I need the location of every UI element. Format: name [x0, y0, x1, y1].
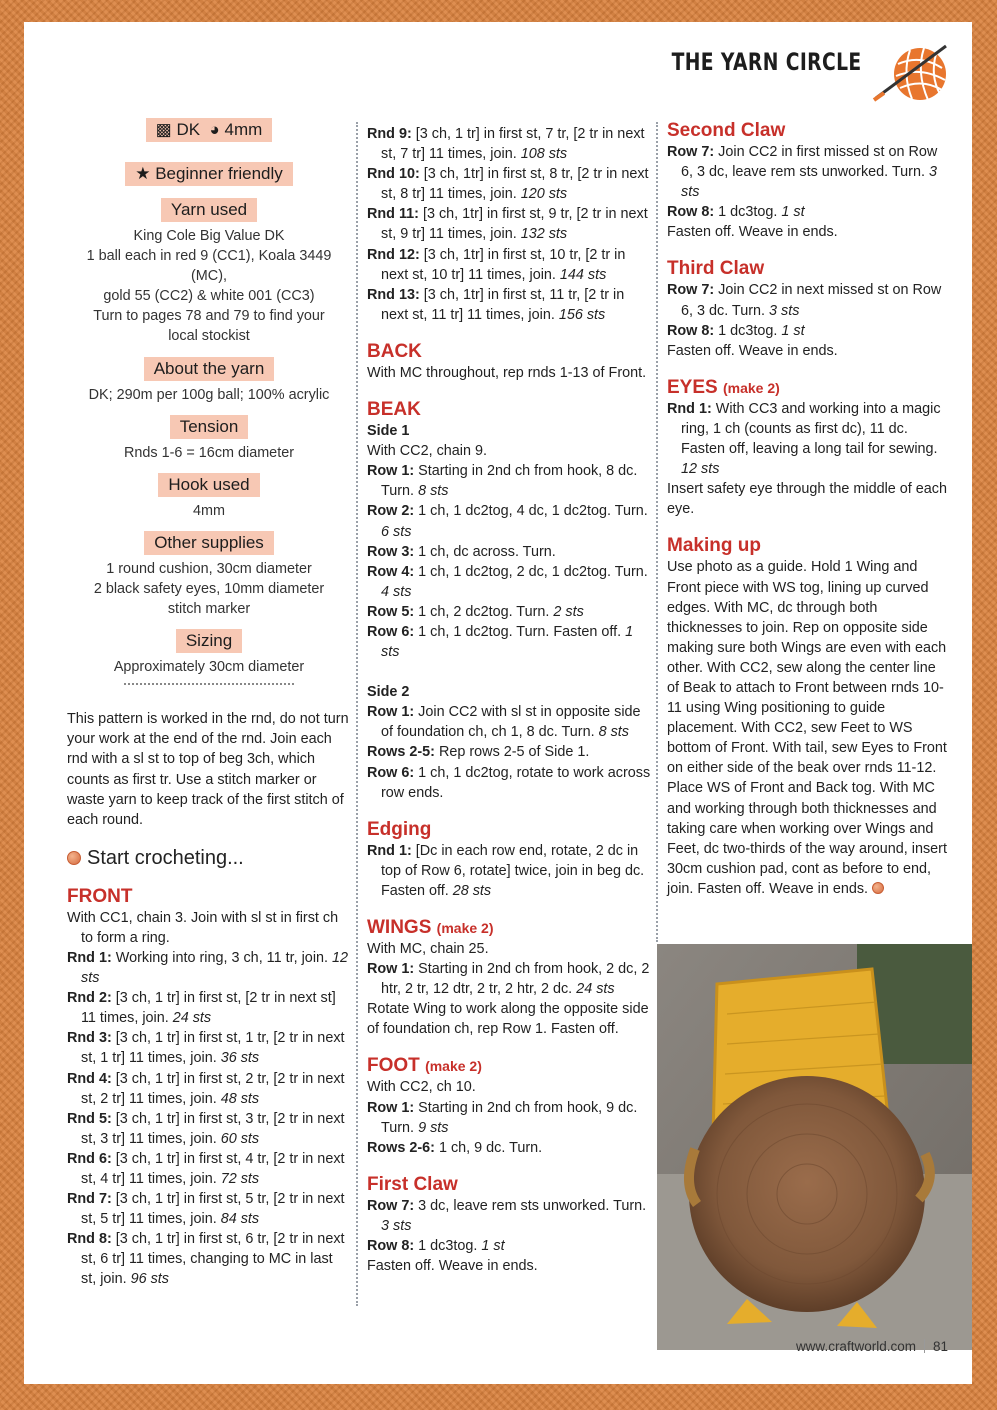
instruction-row: Rnd 9: [3 ch, 1 tr] in first st, 7 tr, [2 tr in next st, 7 tr] 11 times, join. 108 sts — [367, 126, 645, 163]
instruction-row: Rnd 7: [3 ch, 1 tr] in first st, 5 tr, [2 tr in next st, 5 tr] 11 times, join. 84 sts — [67, 1191, 345, 1228]
tension-heading: Tension — [170, 415, 249, 439]
supplies-line: 2 black safety eyes, 10mm diameter — [93, 580, 325, 597]
divider-dots — [124, 683, 294, 685]
yarn-used-line: gold 55 (CC2) & white 001 (CC3) — [103, 288, 315, 305]
instruction-row: Row 1: Starting in 2nd ch from hook, 8 dc. Turn. 8 sts — [367, 463, 638, 500]
instruction-row: Row 4: 1 ch, 1 dc2tog, 2 dc, 1 dc2tog. Turn. 4 sts — [367, 563, 648, 600]
back-text: With MC throughout, rep rnds 1-13 of Front. — [367, 364, 647, 381]
instruction-row: Row 7: Join CC2 in first missed st on Row 6, 3 dc, leave rem sts unworked. Turn. 3 sts — [667, 144, 938, 201]
instruction-line: Fasten off. Weave in ends. — [667, 224, 838, 241]
about-yarn-text: DK; 290m per 100g ball; 100% acrylic — [88, 386, 330, 403]
hook-used-text: 4mm — [193, 502, 225, 519]
foot-heading: FOOT (make 2) — [367, 1055, 482, 1077]
instruction-line: With CC2, ch 10. — [367, 1079, 476, 1096]
instruction-row: Rnd 8: [3 ch, 1 tr] in first st, 6 tr, [2 tr in next st, 6 tr] 11 times, changing to MC in last st, join. 96 sts — [67, 1231, 345, 1288]
instruction-row: Rows 2-5: Rep rows 2-5 of Side 1. — [367, 744, 590, 761]
beak-side2-heading: Side 2 — [367, 684, 410, 701]
instruction-line: With MC, chain 25. — [367, 941, 489, 957]
front-continued — [367, 124, 652, 325]
instruction-row: Rnd 4: [3 ch, 1 tr] in first st, 2 tr, [2 tr in next st, 2 tr] 11 times, join. 48 sts — [67, 1070, 345, 1107]
start-heading — [67, 846, 351, 870]
about-yarn-heading: About the yarn — [144, 357, 275, 381]
column-2 — [367, 124, 652, 1276]
info-panel — [67, 118, 351, 685]
instruction-line: Insert safety eye through the middle of each eye. — [667, 481, 947, 518]
instruction-line: With CC2, chain 9. — [367, 443, 487, 460]
beak-heading: BEAK — [367, 399, 421, 421]
instruction-row: Row 7: Join CC2 in next missed st on Row 6, 3 dc. Turn. 3 sts — [667, 282, 942, 319]
instruction-row: Row 1: Join CC2 with sl st in opposite side of foundation ch, ch 1, 8 dc. Turn. 8 sts — [367, 704, 641, 741]
first-claw-heading: First Claw — [367, 1173, 458, 1195]
magazine-page — [24, 22, 972, 1384]
intro-paragraph: This pattern is worked in the rnd, do not turn your work at the end of the rnd. Join each rnd with a sl st to top of beg 3ch, which counts as first tr. Use a stitch marker or waste yarn to keep track of the first stitch of each round. — [67, 711, 349, 828]
level-label: Beginner friendly — [155, 164, 283, 183]
instruction-row: Rnd 2: [3 ch, 1 tr] in first st, [2 tr in next st] 11 times, join. 24 sts — [67, 990, 336, 1027]
third-claw-heading: Third Claw — [667, 258, 765, 280]
footer-separator — [924, 1339, 925, 1353]
edging-heading: Edging — [367, 818, 432, 840]
yarn-ball-logo-icon — [872, 42, 954, 104]
instruction-row: Rnd 5: [3 ch, 1 tr] in first st, 3 tr, [2 tr in next st, 3 tr] 11 times, join. 60 sts — [67, 1110, 345, 1147]
instruction-row: Rnd 13: [3 ch, 1tr] in first st, 11 tr, [2 tr in next st, 11 tr] 11 times, join. 156 sts — [367, 286, 625, 323]
yarn-used-line: King Cole Big Value DK — [133, 228, 285, 244]
page-number: 81 — [932, 1339, 948, 1354]
instruction-row: Rows 2-6: 1 ch, 9 dc. Turn. — [367, 1139, 543, 1156]
yarn-used-heading: Yarn used — [161, 198, 257, 222]
instruction-row: Rnd 6: [3 ch, 1 tr] in first st, 4 tr, [2 tr in next st, 4 tr] 11 times, join. 72 sts — [67, 1150, 345, 1187]
page-footer — [796, 1339, 948, 1354]
making-up-paragraph: Place WS of Front and Back tog. With MC and working through both thicknesses and taking care when working over Wings and Feet, dc two-thirds of the way around, insert 30cm cushion pad, cont as before to end, join. Fasten off. Weave in ends. — [667, 780, 947, 897]
front-instructions — [67, 908, 351, 1290]
footer-url[interactable]: www.craftworld.com — [795, 1339, 916, 1354]
sizing-text: Approximately 30cm diameter — [113, 659, 305, 676]
supplies-line: 1 round cushion, 30cm diameter — [106, 560, 312, 577]
column-3 — [667, 120, 947, 899]
yarn-ball-icon: ▩ — [155, 120, 172, 139]
instruction-line: With CC1, chain 3. Join with sl st in first ch to form a ring. — [67, 909, 339, 946]
sizing-heading: Sizing — [176, 629, 242, 653]
making-up-heading: Making up — [667, 535, 761, 557]
instruction-row: Row 3: 1 ch, dc across. Turn. — [367, 543, 556, 560]
weight-badge — [146, 118, 273, 142]
instruction-row: Rnd 3: [3 ch, 1 tr] in first st, 1 tr, [2 tr in next st, 1 tr] 11 times, join. 36 sts — [67, 1030, 345, 1067]
column-1 — [67, 118, 351, 1290]
instruction-row: Rnd 1: With CC3 and working into a magic ring, 1 ch (counts as first dc), 11 dc. Fasten off, leaving a long tail for sewing. 12 sts — [667, 400, 941, 478]
second-claw-heading: Second Claw — [667, 120, 786, 141]
level-badge — [125, 162, 293, 186]
instruction-row: Rnd 11: [3 ch, 1tr] in first st, 9 tr, [2 tr in next st, 9 tr] 11 times, join. 132 sts — [367, 206, 648, 243]
weight-label: DK — [176, 120, 201, 139]
eyes-heading: EYES (make 2) — [667, 376, 780, 398]
instruction-row: Row 8: 1 dc3tog. 1 st — [667, 322, 805, 339]
instruction-row: Row 1: Starting in 2nd ch from hook, 2 dc, 2 htr, 2 tr, 12 dtr, 2 tr, 2 htr, 2 dc. 24 sts — [367, 961, 650, 998]
yarn-used-line: Turn to pages 78 and 79 to find your — [93, 308, 325, 325]
wings-heading: WINGS (make 2) — [367, 917, 494, 938]
hook-icon: ◕ — [209, 120, 220, 139]
instruction-line: Rotate Wing to work along the opposite side of foundation ch, rep Row 1. Fasten off. — [367, 1001, 649, 1038]
instruction-row: Rnd 1: Working into ring, 3 ch, 11 tr, join. 12 sts — [67, 949, 349, 987]
owl-cushion-photo — [657, 944, 972, 1350]
instruction-row: Row 8: 1 dc3tog. 1 st — [367, 1238, 505, 1255]
star-icon: ★ — [135, 164, 151, 183]
instruction-row: Rnd 12: [3 ch, 1tr] in first st, 10 tr, [2 tr in next st, 10 tr] 11 times, join. 144 sts — [367, 246, 626, 283]
instruction-line: Fasten off. Weave in ends. — [367, 1258, 538, 1275]
making-up-paragraph: Use photo as a guide. Hold 1 Wing and Front piece with WS tog, lining up curved edges. With MC, dc through both thicknesses to join. Rep on opposite side making sure both Wings are even with each other. With CC2, sew along the center line of Beak to attach to Front between rnds 10-11 using Wing positioning to guide placement. With CC2, sew Feet to WS bottom of Front. With tail, sew Eyes to Front on either side of the beak over rnds 11-12. — [667, 559, 947, 777]
column-divider — [356, 122, 358, 1306]
section-title: THE YARN CIRCLE — [671, 48, 862, 76]
instruction-row: Row 8: 1 dc3tog. 1 st — [667, 204, 805, 221]
yarn-used-line: 1 ball each in red 9 (CC1), Koala 3449 (MC), — [86, 248, 332, 285]
instruction-row: Row 7: 3 dc, leave rem sts unworked. Turn. 3 sts — [367, 1197, 647, 1234]
instruction-row: Row 6: 1 ch, 1 dc2tog, rotate to work across row ends. — [367, 764, 651, 801]
instruction-line: Fasten off. Weave in ends. — [667, 342, 838, 359]
back-heading: BACK — [367, 340, 422, 362]
start-heading-text: Start crocheting... — [87, 846, 244, 869]
yarn-ball-end-icon — [872, 882, 884, 894]
yarn-ball-icon — [67, 851, 81, 865]
instruction-row: Row 5: 1 ch, 2 dc2tog. Turn. 2 sts — [367, 603, 584, 620]
beak-side1-heading: Side 1 — [367, 423, 410, 440]
instruction-row: Rnd 1: [Dc in each row end, rotate, 2 dc in top of Row 6, rotate] twice, join in beg dc. Fasten off. 28 sts — [367, 842, 645, 899]
yarn-used-line: local stockist — [168, 328, 250, 345]
tension-text: Rnds 1-6 = 16cm diameter — [124, 444, 294, 461]
front-heading: FRONT — [67, 885, 133, 907]
instruction-row: Rnd 10: [3 ch, 1tr] in first st, 8 tr, [2 tr in next st, 8 tr] 11 times, join. 120 sts — [367, 166, 649, 203]
instruction-row: Row 1: Starting in 2nd ch from hook, 9 dc. Turn. 9 sts — [367, 1099, 638, 1136]
supplies-heading: Other supplies — [144, 531, 274, 555]
hook-used-heading: Hook used — [158, 473, 259, 497]
instruction-row: Row 2: 1 ch, 1 dc2tog, 4 dc, 1 dc2tog. Turn. 6 sts — [367, 503, 648, 540]
column-divider — [656, 122, 658, 942]
instruction-row: Row 6: 1 ch, 1 dc2tog. Turn. Fasten off. 1 sts — [367, 623, 634, 661]
hook-size-label: 4mm — [224, 120, 263, 139]
supplies-line: stitch marker — [167, 601, 251, 618]
